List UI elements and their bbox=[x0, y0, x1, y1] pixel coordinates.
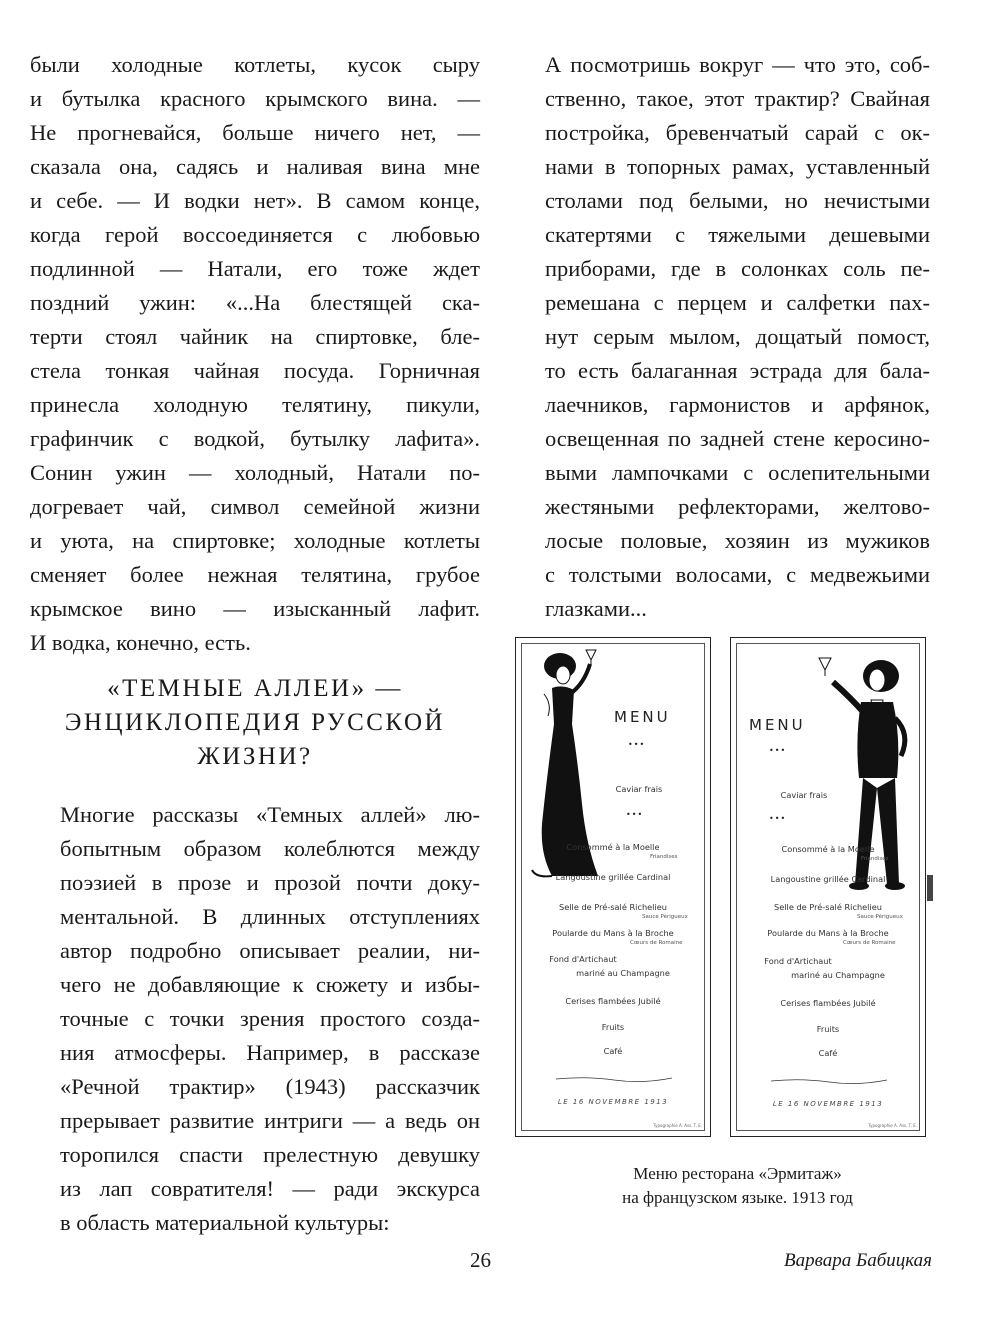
right-paragraph-line: скатертями с тяжелыми дешевыми bbox=[545, 222, 930, 247]
section-paragraph-line: из лап совратителя! — ради экскурса bbox=[60, 1176, 480, 1201]
section-paragraph-line: бопытным образом колеблются между bbox=[60, 836, 480, 861]
right-paragraph-line: нут серым мылом, дощатый помост, bbox=[545, 324, 930, 349]
left-paragraph-line: подлинной — Натали, его тоже ждет bbox=[30, 256, 480, 281]
left-paragraph-line: и бутылка красного крымского вина. — bbox=[30, 86, 480, 111]
section-paragraph-line: поэзией в прозе и прозой почти доку- bbox=[60, 870, 480, 895]
right-column bbox=[545, 48, 930, 626]
left-paragraph-line: поздний ужин: «...На блестящей ска- bbox=[30, 290, 480, 315]
left-paragraph-line: сменяет более нежная телятина, грубое bbox=[30, 562, 480, 587]
menu-divider-dots: ••• bbox=[628, 740, 646, 749]
menu-item-consomme: Consommé à la Moelle bbox=[566, 842, 660, 852]
right-paragraph-line: лаечников, гармонистов и арфянок, bbox=[545, 392, 930, 417]
right-paragraph-line: выми лампочками с ослепительными bbox=[545, 460, 930, 485]
page-number: 26 bbox=[470, 1248, 491, 1272]
right-paragraph-line: А посмотришь вокруг — что это, соб- bbox=[545, 52, 930, 77]
menu-divider-dots: ••• bbox=[769, 746, 787, 755]
menu-item-poularde-sub: Cœurs de Romaine bbox=[630, 940, 683, 946]
ornament-line bbox=[731, 1076, 927, 1086]
menu-figure bbox=[512, 637, 942, 1139]
left-paragraph-line: Сонин ужин — холодный, Натали по- bbox=[30, 460, 480, 485]
menu-item-fond: Fond d'Artichaut bbox=[764, 956, 832, 966]
heading-line-1: «ТЕМНЫЕ АЛЛЕИ» — bbox=[107, 675, 403, 702]
menu-item-poularde: Poularde du Mans à la Broche bbox=[767, 928, 889, 938]
menu-item-caviar: Caviar frais bbox=[780, 790, 828, 800]
menu-item-poularde: Poularde du Mans à la Broche bbox=[552, 928, 674, 938]
right-paragraph-line: жестяными рефлекторами, желтово- bbox=[545, 494, 930, 519]
menu-item-fruits: Fruits bbox=[601, 1022, 625, 1032]
right-paragraph-line: столами под белыми, но нечистыми bbox=[545, 188, 930, 213]
left-paragraph-line: Не прогневайся, больше ничего нет, — bbox=[30, 120, 480, 145]
right-paragraph-line: освещенная по задней стене керосино- bbox=[545, 426, 930, 451]
left-paragraph bbox=[30, 48, 480, 660]
right-paragraph-line: с толстыми волосами, с медвежьими bbox=[545, 562, 930, 587]
menu-item-fruits: Fruits bbox=[816, 1024, 840, 1034]
menu-item-cafe: Café bbox=[818, 1048, 838, 1058]
right-paragraph-line: лосые половые, хозяин из мужиков bbox=[545, 528, 930, 553]
menu-item-poularde-sub: Cœurs de Romaine bbox=[843, 940, 896, 946]
menu-item-langoustine: Langoustine grillée Cardinal bbox=[555, 872, 671, 882]
section-paragraph-line: точные с точки зрения простого созда- bbox=[60, 1006, 480, 1031]
menu-divider-dots: ••• bbox=[769, 814, 787, 823]
left-paragraph-line: графинчик с водкой, бутылку лафита». bbox=[30, 426, 480, 451]
left-paragraph-line: стела тонкая чайная посуда. Горничная bbox=[30, 358, 480, 383]
heading-line-2: ЭНЦИКЛОПЕДИЯ РУССКОЙ bbox=[64, 709, 446, 736]
caption-line-1: Меню ресторана «Эрмитаж» bbox=[633, 1164, 842, 1183]
ornament-line bbox=[516, 1074, 712, 1084]
section-paragraph-line: чего не добавляющие к сюжету и избы- bbox=[60, 972, 480, 997]
menu-item-consomme: Consommé à la Moelle bbox=[781, 844, 875, 854]
section-heading bbox=[30, 672, 480, 774]
section-column bbox=[60, 798, 480, 1240]
left-paragraph-line: принесла холодную телятину, пикули, bbox=[30, 392, 480, 417]
right-paragraph-line: ственно, такое, этот трактир? Свайная bbox=[545, 86, 930, 111]
menu-card-left bbox=[515, 637, 711, 1137]
right-paragraph-line: то есть балаганная эстрада для бала- bbox=[545, 358, 930, 383]
menu-item-fond-2: mariné au Champagne bbox=[576, 968, 670, 978]
section-paragraph-line: «Речной трактир» (1943) рассказчик bbox=[60, 1074, 480, 1099]
menu-title: MENU bbox=[749, 716, 806, 734]
menu-item-cerises: Cerises flambées Jubilé bbox=[780, 998, 876, 1008]
left-paragraph-line: были холодные котлеты, кусок сыру bbox=[30, 52, 480, 77]
left-column bbox=[30, 48, 480, 660]
menu-divider-dots: ••• bbox=[626, 810, 644, 819]
section-paragraph-line: в область материальной культуры: bbox=[60, 1210, 390, 1235]
heading-line-3: ЖИЗНИ? bbox=[197, 743, 313, 770]
menu-item-cafe: Café bbox=[603, 1046, 623, 1056]
section-paragraph-line: ментальной. В длинных отступлениях bbox=[60, 904, 480, 929]
menu-printer: Typographie A. Ass. T. E. bbox=[653, 1123, 702, 1128]
menu-item-fond-2: mariné au Champagne bbox=[791, 970, 885, 980]
menu-item-langoustine: Langoustine grillée Cardinal bbox=[770, 874, 886, 884]
left-paragraph-line: крымское вино — изысканный лафит. bbox=[30, 596, 480, 621]
right-paragraph bbox=[545, 48, 930, 626]
left-paragraph-line: и уюта, на спиртовке; холодные котлеты bbox=[30, 528, 480, 553]
left-paragraph-line: И водка, конечно, есть. bbox=[30, 630, 251, 655]
menu-item-consomme-sub: Friandises bbox=[861, 856, 889, 862]
menu-date: LE 16 NOVEMBRE 1913 bbox=[557, 1098, 669, 1106]
section-paragraph-line: ния атмосферы. Например, в рассказе bbox=[60, 1040, 480, 1065]
left-paragraph-line: терти стоял чайник на спиртовке, бле- bbox=[30, 324, 480, 349]
menu-title: MENU bbox=[614, 708, 671, 726]
figure-caption bbox=[545, 1162, 930, 1210]
section-paragraph-line: автор подробно описывает реалии, ни- bbox=[60, 938, 480, 963]
menu-item-consomme-sub: Friandises bbox=[650, 854, 678, 860]
right-paragraph-line: постройка, бревенчатый сарай с ок- bbox=[545, 120, 930, 145]
left-paragraph-line: догревает чай, символ семейной жизни bbox=[30, 494, 480, 519]
caption-line-2: на французском языке. 1913 год bbox=[622, 1188, 853, 1207]
right-paragraph-line: глазками... bbox=[545, 596, 647, 621]
card-clip bbox=[925, 873, 937, 903]
menu-item-selle-sub: Sauce Périgueux bbox=[642, 914, 688, 920]
running-author: Варвара Бабицкая bbox=[784, 1250, 932, 1271]
section-paragraph-line: прерывает развитие интриги — а ведь он bbox=[60, 1108, 480, 1133]
right-paragraph-line: приборами, где в солонках соль пе- bbox=[545, 256, 930, 281]
section-paragraph-line: Многие рассказы «Темных аллей» лю- bbox=[60, 802, 480, 827]
section-paragraph-line: торопился спасти прелестную девушку bbox=[60, 1142, 480, 1167]
section-paragraph bbox=[60, 798, 480, 1240]
right-paragraph-line: нами в топорных рамах, уставленный bbox=[545, 154, 930, 179]
menu-date: LE 16 NOVEMBRE 1913 bbox=[772, 1100, 884, 1108]
menu-item-selle-sub: Sauce Périgueux bbox=[857, 914, 903, 920]
right-paragraph-line: ремешана с перцем и салфетки пах- bbox=[545, 290, 930, 315]
left-paragraph-line: когда герой воссоединяется с любовью bbox=[30, 222, 480, 247]
left-paragraph-line: и себе. — И водки нет». В самом конце, bbox=[30, 188, 480, 213]
menu-item-selle: Selle de Pré-salé Richelieu bbox=[774, 902, 882, 912]
menu-item-fond: Fond d'Artichaut bbox=[549, 954, 617, 964]
menu-card-right bbox=[730, 637, 926, 1137]
menu-item-caviar: Caviar frais bbox=[615, 784, 663, 794]
menu-item-selle: Selle de Pré-salé Richelieu bbox=[559, 902, 667, 912]
menu-item-cerises: Cerises flambées Jubilé bbox=[565, 996, 661, 1006]
left-paragraph-line: сказала она, садясь и наливая вина мне bbox=[30, 154, 480, 179]
menu-printer: Typographie A. Ass. T. E. bbox=[868, 1123, 917, 1128]
